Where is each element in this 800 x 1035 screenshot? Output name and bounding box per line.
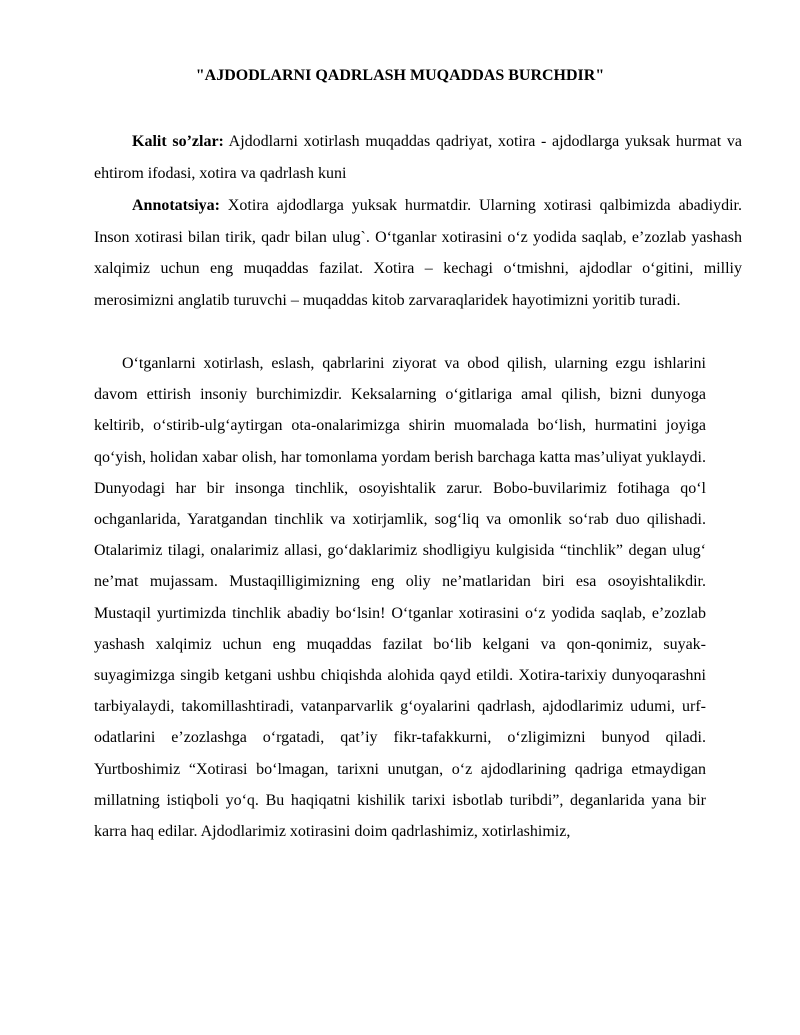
keywords-label: Kalit so’zlar: [132,133,224,150]
annotation-paragraph [94,190,742,316]
keywords-paragraph [94,126,742,189]
document-title: "AJDODLARNI QADRLASH MUQADDAS BURCHDIR" [195,67,605,84]
keywords-text: Ajdodlarni xotirlash muqaddas qadriyat, xotira - ajdodlarga yuksak hurmat va ehtirom ifodasi, xotira va qadrlash kuni [94,133,742,182]
annotation-text: Xotira ajdodlarga yuksak hurmatdir. Ularning xotirasi qalbimizda abadiydir. Inson xotirasi bilan tirik, qadr bilan ulug`. O‘tganlar xotirasini o‘z yodida saqlab, e’zozlab yashash xalqimiz uchun eng muqaddas fazilat. Xotira – kechagi o‘tmishni, ajdodlar o‘gitini, milliy merosimizni anglatib turuvchi – muqaddas kitob zarvaraqlaridek hayotimizni yoritib turadi. [94,197,742,309]
body-paragraph: O‘tganlarni xotirlash, eslash, qabrlarini ziyorat va obod qilish, ularning ezgu ishlarini davom ettirish insoniy burchimizdir. Keksalarning o‘gitlariga amal qilish, bizni dunyoga keltirib, o‘stirib-ulg‘aytirgan ota-onalarimizga shirin muomalada bo‘lish, hurmatini joyiga qo‘yish, holidan xabar olish, har tomonlama yordam berish barchaga katta mas’uliyat yuklaydi. Dunyodagi har bir insonga tinchlik, osoyishtalik zarur. Bobo-buvilarimiz fotihaga qo‘l ochganlarida, Yaratgandan tinchlik va xotirjamlik, sog‘liq va omonlik so‘rab duo qilishadi. Otalarimiz tilagi, onalarimiz allasi, go‘daklarimiz shodligiyu kulgisida “tinchlik” degan ulug‘ ne’mat mujassam. Mustaqilligimizning eng oliy ne’matlaridan biri esa osoyishtalikdir. Mustaqil yurtimizda tinchlik abadiy bo‘lsin! O‘tganlar xotirasini o‘z yodida saqlab, e’zozlab yashash xalqimiz uchun eng muqaddas fazilat bo‘lib kelgani va qon-qonimiz, suyak-suyagimizga singib ketgani ushbu chiqishda alohida qayd etildi. Xotira-tarixiy dunyoqarashni tarbiyalaydi, takomillashtiradi, vatanparvarlik g‘oyalarini qadrlash, ajdodlarimiz udumi, urf-odatlarini e’zozlashga o‘rgatadi, qat’iy fikr-tafakkurni, o‘zligimizni bunyod qiladi. Yurtboshimiz “Xotirasi bo‘lmagan, tarixni unutgan, o‘z ajdodlarining qadriga etmaydigan millatning istiqboli yo‘q. Bu haqiqatni kishilik tarixi isbotlab turibdi”, deganlarida yana bir karra haq edilar. Ajdodlarimiz xotirasini doim qadrlashimiz, xotirlashimiz, [94,355,706,841]
annotation-label: Annotatsiya: [132,197,221,214]
